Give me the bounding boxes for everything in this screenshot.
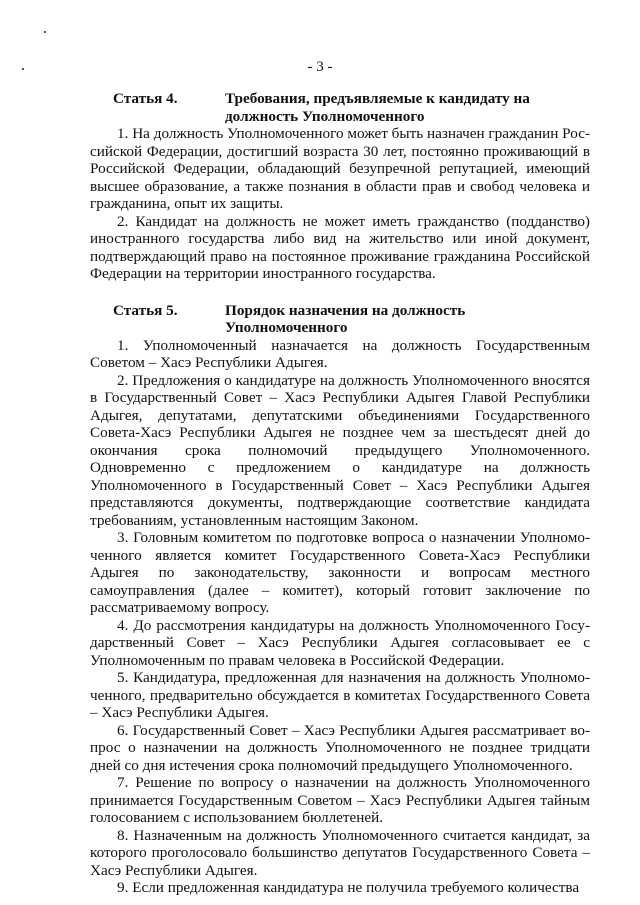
paragraph: 7. Решение по вопросу о назначении на должность Уполномоченного принимается Государственным Советом – Хасэ Республики Адыгея тайным голосованием с использованием бюллетеней. <box>90 774 590 826</box>
article-title: Требования, предъявляемые к кандидату на должность Уполномоченного <box>225 90 530 125</box>
article-number: Статья 4. <box>113 90 178 107</box>
page-number: - 3 - <box>307 59 333 75</box>
article-4 <box>90 90 590 283</box>
scan-speck <box>44 31 46 33</box>
paragraph: 1. Уполномоченный назначается на должность Государственным Советом – Хасэ Республики Адыгея. <box>90 336 590 371</box>
paragraph: 6. Государственный Совет – Хасэ Республики Адыгея рассматривает вопрос о назначении на должность Уполномоченного не позднее тридцати дней со дня истечения срока полномочий предыдущего Уполномоченного. <box>90 721 590 774</box>
document-body <box>90 90 590 897</box>
paragraph: 1. На должность Уполномоченного может быть назначен гражданин Российской Федерации, достигший возраста 30 лет, постоянно проживающий в Российской Федерации, обладающий безупречной репутацией, имеющий высшее образование, а также познания в области прав и свобод человека и гражданина, опыт их защиты. <box>90 125 590 212</box>
paragraph: 2. Предложения о кандидатуре на должность Уполномоченного вносятся в Государственный Совет – Хасэ Республики Адыгея Главой Республики Адыгея, депутатами, депутатскими объединениями Государственного Совета-Хасэ Республики Адыгея не позднее чем за шестьдесят дней до окончания срока полномочий предыдущего Уполномоченного. Одновременно с предложением о кандидатуре на должность Уполномоченного в Государственный Совет – Хасэ Республики Адыгея представляются документы, подтверждающие соответствие кандидата требованиям, установленным настоящим Законом. <box>90 371 590 529</box>
section-spacer <box>90 283 590 302</box>
paragraph: 9. Если предложенная кандидатура не получила требуемого количества <box>117 879 580 896</box>
article-number: Статья 5. <box>113 301 178 319</box>
article-heading <box>90 90 590 125</box>
paragraph: 5. Кандидатура, предложенная для назначения на должность Уполномоченного, предварительно обсуждается в комитетах Государственного Совета – Хасэ Республики Адыгея. <box>90 669 590 721</box>
article-5 <box>90 302 590 897</box>
article-heading <box>90 302 590 337</box>
paragraph: 8. Назначенным на должность Уполномоченного считается кандидат, за которого проголосовало большинство депутатов Государственного Совета – Хасэ Республики Адыгея. <box>90 826 590 879</box>
article-title: Порядок назначения на должность Уполномоченного <box>225 301 466 336</box>
paragraph: 3. Головным комитетом по подготовке вопроса о назначении Уполномоченного является комитет Государственного Совета-Хасэ Республики Адыгея по законодательству, законности и вопросам местного самоуправления (далее – комитет), который готовит заключение по рассматриваемому вопросу. <box>90 529 590 616</box>
paragraph: 2. Кандидат на должность не может иметь гражданство (подданство) иностранного государства либо вид на жительство или иной документ, подтверждающий право на постоянное проживание гражданина Российской Федерации на территории иностранного государства. <box>90 212 590 282</box>
paragraph: 4. До рассмотрения кандидатуры на должность Уполномоченного Государственный Совет – Хасэ Республики Адыгея согласовывает ее с Уполномоченным по правам человека в Российской Федерации. <box>90 616 590 669</box>
